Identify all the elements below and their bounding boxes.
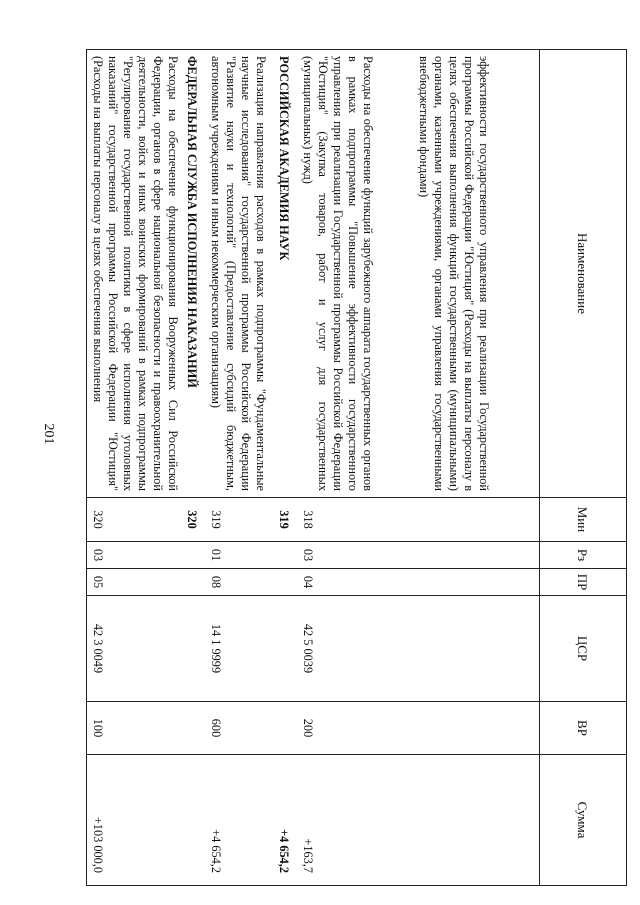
- row-csr: 42 3 0049: [87, 596, 182, 702]
- row-pr: 08: [205, 569, 273, 596]
- row-vr: 600: [205, 702, 273, 755]
- row-sum: [413, 755, 540, 886]
- table-row: [273, 50, 297, 886]
- table-row: [87, 50, 182, 886]
- header-name: Наименование: [540, 50, 627, 498]
- row-name: ФЕДЕРАЛЬНАЯ СЛУЖБА ИСПОЛНЕНИЯ НАКАЗАНИЙ: [181, 50, 205, 498]
- page-number: 201: [41, 423, 56, 445]
- row-rz: [413, 542, 540, 569]
- row-sum: [181, 755, 205, 886]
- row-vr: 200: [297, 702, 413, 755]
- row-csr: [273, 596, 297, 702]
- row-csr: [413, 596, 540, 702]
- budget-table-container: [91, 49, 627, 885]
- row-name: Реализация направления расходов в рамках подпрограммы "Фундаментальные научные исследования" государственной программы Российской Федерации "Развитие науки и технологий" (Предоставление субсидий бюджетным, автономным учреждениям и иным некоммерческим организациям): [205, 50, 273, 498]
- row-name: эффективности государственного управления при реализации Государственной программы Российской Федерации "Юстиция" (Расходы на выплаты персоналу в целях обеспечения выполнения функций государственными (муниципальными) органами, казенными учреждениями, органами управления государственными внебюджетными фондами): [413, 50, 540, 498]
- header-min: Мин: [540, 498, 627, 542]
- row-pr: [181, 569, 205, 596]
- header-vr: ВР: [540, 702, 627, 755]
- row-min: 318: [297, 498, 413, 542]
- row-rz: [181, 542, 205, 569]
- header-sum: Сумма: [540, 755, 627, 886]
- row-name: Расходы на обеспечение функций зарубежного аппарата государственных органов в рамках подпрограммы "Повышение эффективности государственного управления при реализации Государственной программы Российской Федерации "Юстиция" (Закупка товаров, работ и услуг для государственных (муниципальных) нужд): [297, 50, 413, 498]
- table-row: [413, 50, 540, 886]
- header-pr: ПР: [540, 569, 627, 596]
- row-sum: +4 654,2: [273, 755, 297, 886]
- row-vr: [181, 702, 205, 755]
- table-row: [297, 50, 413, 886]
- row-csr: 42 5 0039: [297, 596, 413, 702]
- row-name: РОССИЙСКАЯ АКАДЕМИЯ НАУК: [273, 50, 297, 498]
- table-header: [540, 50, 627, 886]
- row-min: [413, 498, 540, 542]
- row-min: 320: [181, 498, 205, 542]
- table-row: [205, 50, 273, 886]
- table-body: [87, 50, 540, 886]
- budget-table: [86, 49, 627, 886]
- row-rz: 01: [205, 542, 273, 569]
- row-csr: 14 1 9999: [205, 596, 273, 702]
- row-sum: +103 000,0: [87, 755, 182, 886]
- header-csr: ЦСР: [540, 596, 627, 702]
- row-min: 320: [87, 498, 182, 542]
- row-rz: [273, 542, 297, 569]
- row-pr: [273, 569, 297, 596]
- row-pr: [413, 569, 540, 596]
- row-vr: [273, 702, 297, 755]
- row-pr: 05: [87, 569, 182, 596]
- row-rz: 03: [297, 542, 413, 569]
- header-rz: Рз: [540, 542, 627, 569]
- row-vr: 100: [87, 702, 182, 755]
- row-sum: +163,7: [297, 755, 413, 886]
- row-rz: 03: [87, 542, 182, 569]
- row-sum: +4 654,2: [205, 755, 273, 886]
- row-min: 319: [273, 498, 297, 542]
- row-csr: [181, 596, 205, 702]
- row-min: 319: [205, 498, 273, 542]
- row-name: Расходы на обеспечение функционирования Вооруженных Сил Российской Федерации, органов в сфере национальной безопасности и правоохранительной деятельности, войск и иных воинских формирований в рамках подпрограммы "Регулирование государственной политики в сфере исполнения уголовных наказаний" государственной программы Российской Федерации "Юстиция" (Расходы на выплаты персоналу в целях обеспечения выполнения: [87, 50, 182, 498]
- row-pr: 04: [297, 569, 413, 596]
- table-row: [181, 50, 205, 886]
- row-vr: [413, 702, 540, 755]
